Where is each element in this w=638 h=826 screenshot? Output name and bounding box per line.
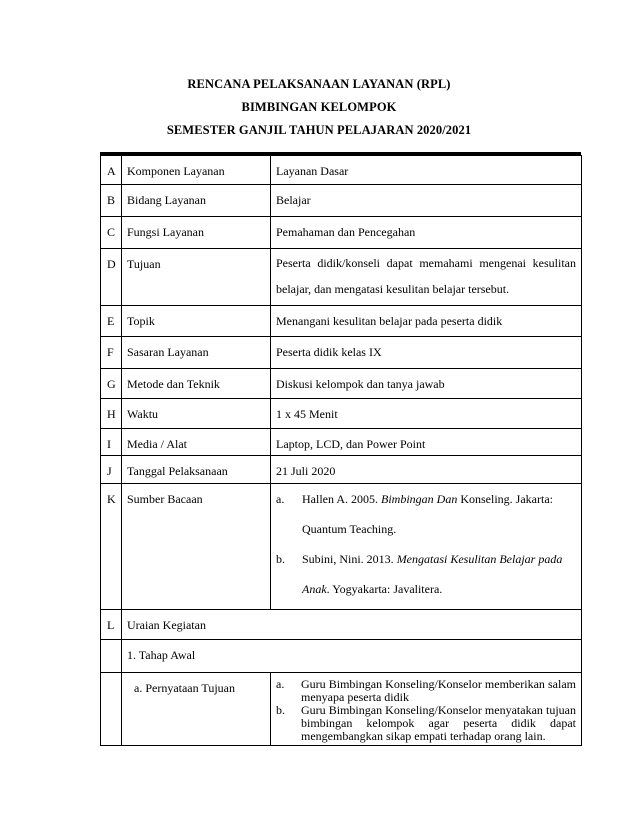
- document-title: RENCANA PELAKSANAAN LAYANAN (RPL): [187, 77, 451, 91]
- row-label: Sumber Bacaan: [122, 484, 271, 610]
- row-letter: I: [101, 429, 122, 456]
- source-marker: b.: [276, 552, 285, 566]
- row-letter: K: [101, 484, 122, 610]
- table-row: [101, 249, 582, 306]
- step-text: Guru Bimbingan Konseling/Konselor menyatakan tujuan bimbingan kelompok agar peserta didik dapat mengembangkan sikap empati terhadap orang lain.: [301, 703, 576, 743]
- rpl-table: [100, 155, 582, 746]
- table-row: [101, 337, 582, 369]
- row-value: 21 Juli 2020: [271, 456, 582, 484]
- table-row: [101, 185, 582, 217]
- row-value: Pemahaman dan Pencegahan: [271, 217, 582, 249]
- row-letter: A: [101, 156, 122, 185]
- component-steps: [276, 678, 576, 743]
- source-list-cell: [271, 484, 582, 610]
- row-label: Waktu: [122, 399, 271, 429]
- row-letter: D: [101, 249, 122, 306]
- row-label: Tanggal Pelaksanaan: [122, 456, 271, 484]
- row-label: Sasaran Layanan: [122, 337, 271, 369]
- row-value: Laptop, LCD, dan Power Point: [271, 429, 582, 456]
- table-row: [101, 673, 582, 746]
- source-author: Hallen A. 2005.: [302, 492, 381, 506]
- source-title: Bimbingan Dan: [381, 492, 458, 506]
- source-marker: a.: [276, 492, 285, 506]
- table-row: [101, 610, 582, 640]
- step-marker: a.: [276, 677, 285, 691]
- row-value: Diskusi kelompok dan tanya jawab: [271, 369, 582, 399]
- row-value: Peserta didik kelas IX: [271, 337, 582, 369]
- source-publisher: . Yogyakarta: Javalitera.: [326, 582, 443, 596]
- list-item: [276, 704, 576, 743]
- row-value: Layanan Dasar: [271, 156, 582, 185]
- row-label: Fungsi Layanan: [122, 217, 271, 249]
- table-row: [101, 156, 582, 185]
- row-letter: C: [101, 217, 122, 249]
- stage-label: 1. Tahap Awal: [122, 640, 582, 673]
- row-letter: E: [101, 306, 122, 337]
- source-title: Mengatasi Kesulitan Belajar pada: [396, 552, 563, 566]
- table-row: [101, 399, 582, 429]
- row-label: Komponen Layanan: [122, 156, 271, 185]
- table-row: [101, 217, 582, 249]
- row-value: Menangani kesulitan belajar pada peserta didik: [271, 306, 582, 337]
- table-row: [101, 484, 582, 610]
- source-list: [276, 484, 576, 604]
- row-letter: L: [101, 610, 122, 640]
- row-label: Media / Alat: [122, 429, 271, 456]
- row-letter: G: [101, 369, 122, 399]
- row-letter: H: [101, 399, 122, 429]
- list-item: [276, 678, 576, 704]
- source-item: [276, 484, 576, 544]
- row-letter: J: [101, 456, 122, 484]
- row-label: Uraian Kegiatan: [122, 610, 582, 640]
- document-subtitle: BIMBINGAN KELOMPOK: [241, 100, 397, 114]
- table-row: [101, 369, 582, 399]
- step-text: Guru Bimbingan Konseling/Konselor memberikan salam menyapa peserta didik: [301, 677, 576, 704]
- row-label: Topik: [122, 306, 271, 337]
- row-value: 1 x 45 Menit: [271, 399, 582, 429]
- row-letter: B: [101, 185, 122, 217]
- document-semester: SEMESTER GANJIL TAHUN PELAJARAN 2020/2021: [166, 123, 472, 137]
- component-label: a. Pernyataan Tujuan: [122, 673, 271, 746]
- row-label: Bidang Layanan: [122, 185, 271, 217]
- source-rest: Konseling. Jakarta:: [457, 492, 553, 506]
- row-value: Peserta didik/konseli dapat memahami mengenai kesulitan belajar, dan mengatasi kesulitan belajar tersebut.: [271, 249, 582, 306]
- component-steps-cell: [271, 673, 582, 746]
- table-row: [101, 640, 582, 673]
- source-title-cont: Anak: [302, 582, 327, 596]
- table-row: [101, 429, 582, 456]
- table-row: [101, 306, 582, 337]
- row-letter: F: [101, 337, 122, 369]
- source-author: Subini, Nini. 2013.: [302, 552, 397, 566]
- row-label: Metode dan Teknik: [122, 369, 271, 399]
- row-label: Tujuan: [122, 249, 271, 306]
- source-publisher: Quantum Teaching.: [302, 522, 397, 536]
- table-row: [101, 456, 582, 484]
- source-item: [276, 544, 576, 604]
- row-value: Belajar: [271, 185, 582, 217]
- step-marker: b.: [276, 703, 285, 717]
